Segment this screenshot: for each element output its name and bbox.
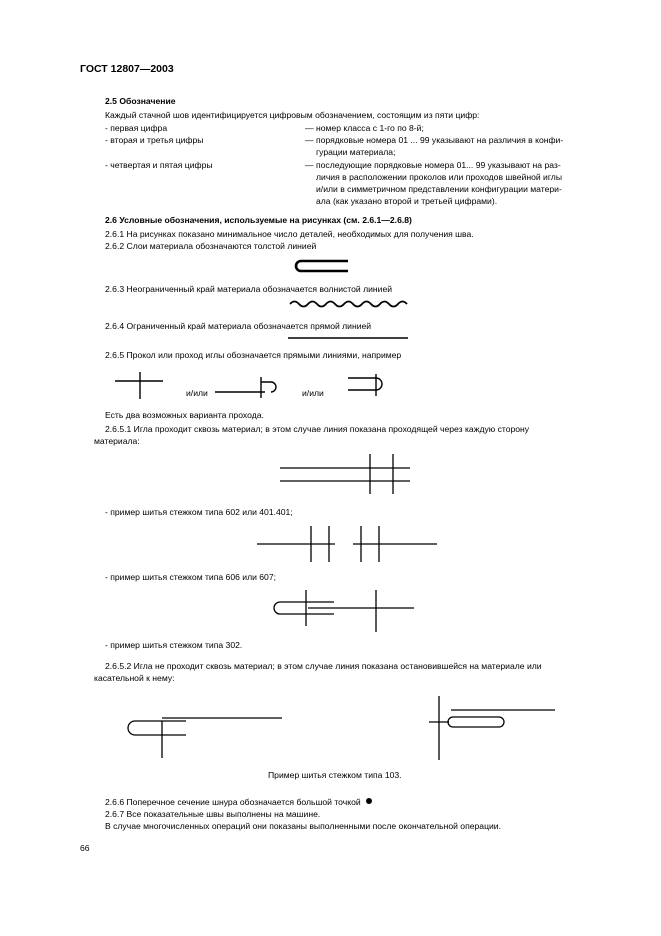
paragraph-final: В случае многочисленных операций они показаны выполненными после окончательной операции.	[105, 821, 501, 831]
document-header-title: ГОСТ 12807—2003	[80, 63, 174, 75]
caption-stitch-103: Пример шитья стежком типа 103.	[268, 770, 402, 780]
paragraph-2-6-6	[105, 797, 372, 808]
digit-term-second-third: - вторая и третья цифры	[105, 135, 204, 145]
stitch-103-right-figure	[425, 692, 560, 762]
paragraph-2-6-3: 2.6.3 Неограниченный край материала обозначается волнистой линией	[105, 284, 393, 294]
stitch-606-figure	[268, 588, 418, 634]
digit-desc-fourth-fifth-line1: — последующие порядковые номера 01... 99 указывают на раз-	[305, 160, 561, 170]
thick-layer-figure	[290, 258, 360, 274]
filled-dot-icon	[366, 798, 372, 804]
example-302-text: - пример шитья стежком типа 302.	[105, 640, 243, 650]
digit-term-fourth-fifth: - четвертая и пятая цифры	[105, 160, 213, 170]
stitch-103-left-figure	[122, 710, 287, 760]
section-2-5-intro: Каждый стачной шов идентифицируется цифровым обозначением, состоящим из пяти цифр:	[105, 110, 480, 120]
digit-desc-second-third-line2: гурации материала;	[316, 147, 396, 157]
section-2-6-heading: 2.6 Условные обозначения, используемые на рисунках (см. 2.6.1—2.6.8)	[105, 215, 412, 225]
straight-edge-figure	[286, 335, 410, 341]
needle-pass-cross-figure	[115, 372, 165, 402]
paragraph-2-6-4: 2.6.4 Ограниченный край материала обозначается прямой линией	[105, 321, 372, 331]
or-label-2: и/или	[302, 388, 324, 398]
section-2-5-heading: 2.5 Обозначение	[105, 96, 176, 106]
paragraph-2-6-5-2-line1: 2.6.5.2 Игла не проходит сквозь материал; в этом случае линия показана остановившейся на материале или	[105, 661, 542, 671]
needle-pass-fold-end-figure	[344, 374, 388, 398]
paragraph-2-6-1: 2.6.1 На рисунках показано минимальное число деталей, необходимых для получения шва.	[105, 229, 474, 239]
digit-desc-second-third-line1: — порядковые номера 01 ... 99 указывают на различия в конфи-	[305, 135, 564, 145]
paragraph-2-6-6-text: 2.6.6 Поперечное сечение шнура обозначается большой точкой	[105, 797, 361, 807]
needle-pass-fold-cross-figure	[215, 377, 287, 399]
paragraph-2-6-5-2-line2: касательной к нему:	[94, 673, 175, 683]
example-602-text: - пример шитья стежком типа 602 или 401.401;	[105, 507, 293, 517]
paragraph-2-6-7: 2.6.7 Все показательные швы выполнены на машине.	[105, 809, 321, 819]
two-variants-text: Есть два возможных варианта прохода.	[105, 410, 264, 420]
digit-desc-fourth-fifth-line3: и/или в симметричном представлении конфигурации матери-	[316, 184, 562, 194]
or-label-1: и/или	[186, 388, 208, 398]
stitch-602-figure	[255, 524, 440, 564]
stitch-through-figure	[280, 454, 412, 496]
paragraph-2-6-2: 2.6.2 Слои материала обозначаются толстой линией	[105, 241, 317, 251]
wavy-edge-figure	[288, 298, 410, 310]
digit-term-first: - первая цифра	[105, 123, 168, 133]
digit-desc-fourth-fifth-line4: ала (как указано второй и третьей цифрами).	[316, 196, 498, 206]
digit-desc-fourth-fifth-line2: личия в расположении проколов или проходов швейной иглы	[316, 172, 562, 182]
digit-desc-first: — номер класса с 1-го по 8-й;	[305, 123, 424, 133]
page-number: 66	[80, 843, 90, 853]
paragraph-2-6-5-1-line2: материала:	[94, 436, 140, 446]
paragraph-2-6-5-1-line1: 2.6.5.1 Игла проходит сквозь материал; в этом случае линия показана проходящей через каждую сторону	[105, 424, 530, 434]
example-606-text: - пример шитья стежком типа 606 или 607;	[105, 572, 276, 582]
paragraph-2-6-5: 2.6.5 Прокол или проход иглы обозначается прямыми линиями, например	[105, 350, 402, 360]
